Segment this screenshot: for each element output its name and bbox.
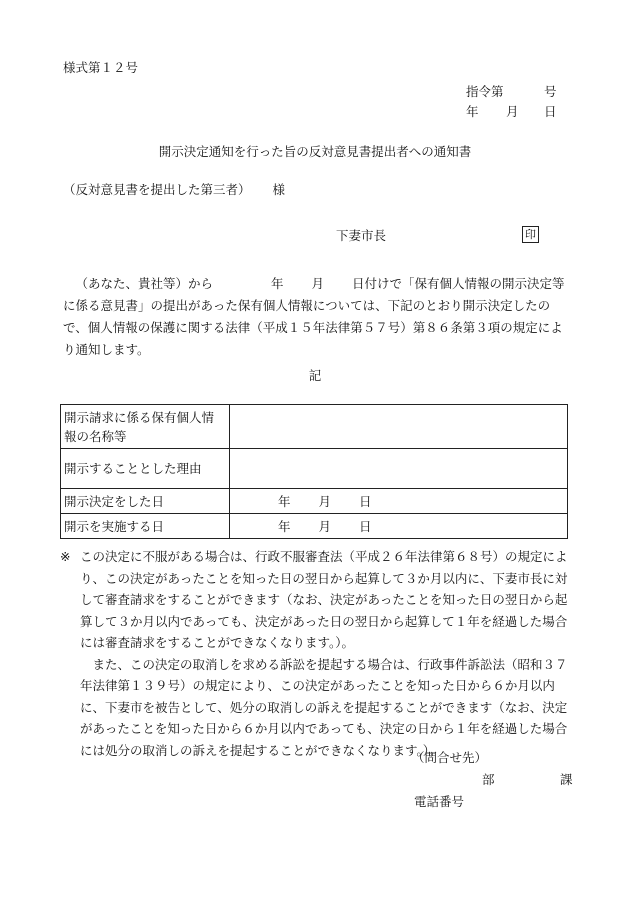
- table-label: 開示請求に係る保有個人情報の名称等: [61, 405, 230, 449]
- document-title: 開示決定通知を行った旨の反対意見書提出者への通知書: [158, 144, 472, 159]
- contact-phone-label: 電話番号: [414, 794, 465, 809]
- issue-date-day: 日: [544, 104, 557, 119]
- table-label: 開示を実施する日: [61, 514, 230, 539]
- body-month: 月: [311, 276, 325, 291]
- table-date-year: 年: [278, 518, 291, 534]
- notes: [60, 546, 572, 761]
- table-date-month: 月: [318, 493, 332, 509]
- table-value: [230, 449, 568, 489]
- table-row: [61, 449, 568, 489]
- table-label: 開示することとした理由: [61, 449, 230, 489]
- ki-heading: 記: [308, 368, 322, 383]
- issue-date-year: 年: [466, 104, 479, 119]
- body-text-2: 日付けで「保有個人情報の開示決定等に係る意見書」の提出があった保有個人情報については、下記のとおり開示決定したので、個人情報の保護に関する法律（平成１５年法律第５７号）第８６条第３項の規定により通知します。: [63, 276, 565, 357]
- seal-stamp: 印: [522, 226, 539, 243]
- table-date-day: 日: [359, 518, 372, 534]
- table-value: [230, 489, 568, 514]
- note-lawsuit: また、この決定の取消しを求める訴訟を提起する場合は、行政事件訴訟法（昭和３７年法律第１３９号）の規定により、この決定があったことを知った日から６か月以内に、下妻市を被告として、処分の取消しの訴えを提起することができます（なお、決定があったことを知った日から６か月以内であっても、決定の日から１年を経過した場合には処分の取消しの訴えを提起することができなくなります。）。: [80, 656, 568, 758]
- note-appeal: [60, 546, 572, 654]
- table-row: [61, 514, 568, 539]
- instruction-suffix: 号: [544, 84, 557, 99]
- body-text-1: （あなた、貴社等）から: [75, 276, 214, 291]
- table-value: [230, 405, 568, 449]
- table-row: [61, 405, 568, 449]
- addressee: [63, 184, 285, 197]
- note-appeal-text: この決定に不服がある場合は、行政不服審査法（平成２６年法律第６８号）の規定により、この決定があったことを知った日の翌日から起算して３か月以内に、下妻市長に対して審査請求をすることができます（なお、決定があったことを知った日の翌日から起算して３か月以内であっても、決定があった日の翌日から起算して１年を経過した場合には審査請求をすることができなくなります。）。: [80, 549, 568, 650]
- sender-mayor: 下妻市長: [336, 228, 387, 243]
- body-year: 年: [271, 276, 284, 291]
- details-table: [60, 404, 568, 539]
- issue-date-month: 月: [506, 104, 519, 119]
- contact-dept: 部: [482, 772, 495, 787]
- table-date-day: 日: [359, 493, 372, 509]
- form-number: 様式第１２号: [63, 60, 139, 75]
- table-value: [230, 514, 568, 539]
- body-paragraph: [63, 273, 573, 361]
- contact-section: 課: [560, 772, 573, 787]
- contact-heading: （問合せ先）: [412, 750, 488, 765]
- addressee-name: （反対意見書を提出した第三者）: [63, 182, 251, 197]
- addressee-honorific: 様: [272, 182, 286, 197]
- instruction-number: [466, 84, 557, 99]
- note-mark: ※: [60, 549, 71, 564]
- table-date-month: 月: [318, 518, 332, 534]
- table-date-year: 年: [278, 493, 291, 509]
- instruction-prefix: 指令第: [466, 84, 504, 99]
- table-label: 開示決定をした日: [61, 489, 230, 514]
- table-row: [61, 489, 568, 514]
